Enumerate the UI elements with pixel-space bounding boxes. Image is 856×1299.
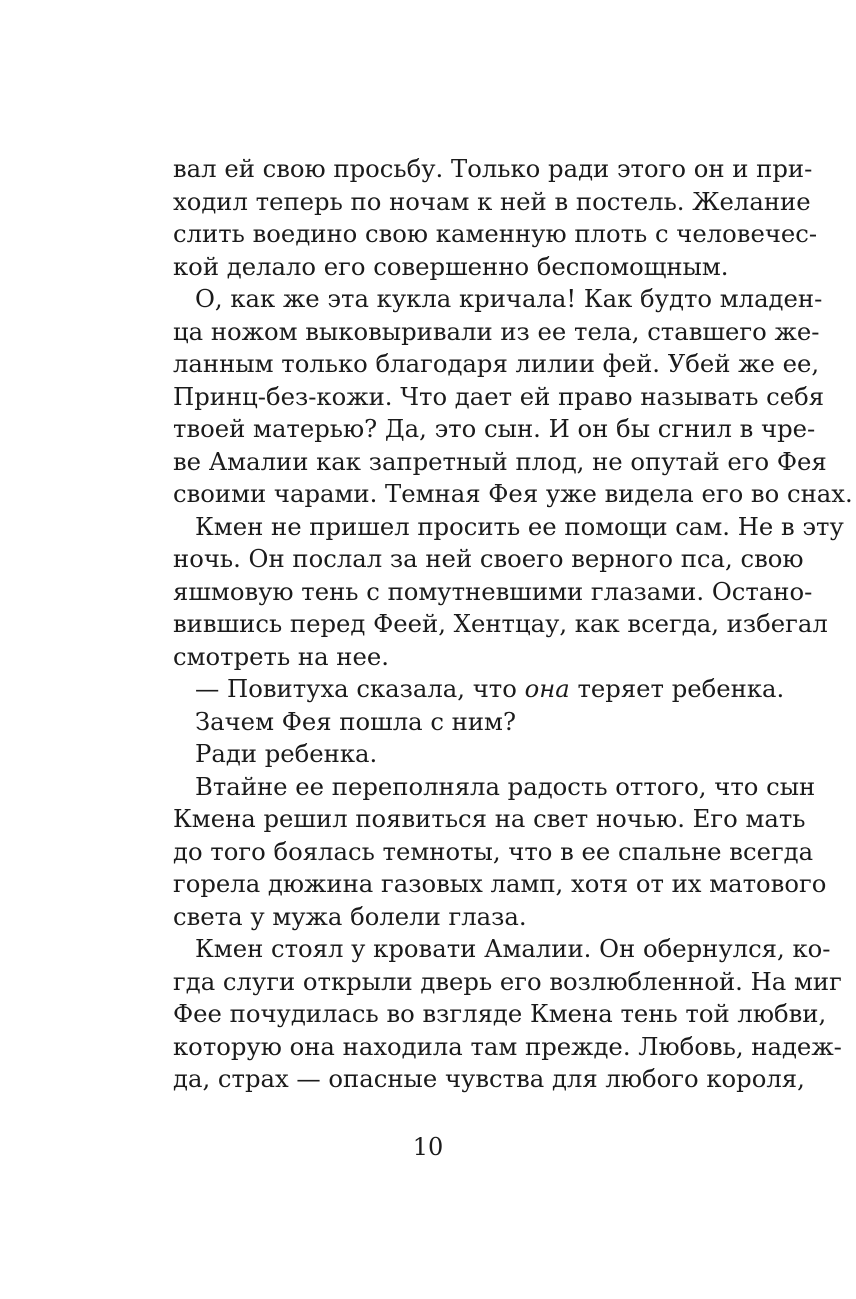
text-line: Кмен не пришел просить ее помощи сам. Не в эту [195, 511, 844, 541]
text-line: ца ножом выковыривали из ее тела, ставшего же- [173, 316, 820, 346]
text-line: вившись перед Феей, Хентцау, как всегда, избегал [173, 609, 828, 638]
page-number: 10 [412, 1133, 444, 1161]
text-line: гда слуги открыли дверь его возлюбленной. На миг [173, 966, 842, 996]
text-line: горела дюжина газовых ламп, хотя от их матового [173, 869, 827, 898]
text-line: Принц-без-кожи. Что дает ей право называть себя [173, 381, 825, 411]
dialogue-text-end: теряет ребенка. [569, 674, 785, 703]
dialogue-line [173, 673, 785, 706]
text-line: твоей матерью? Да, это сын. И он бы сгнил в чре- [173, 414, 816, 443]
text-line: света у мужа болели глаза. [173, 901, 527, 931]
text-line: ве Амалии как запретный плод, не опутай его Фея [173, 446, 827, 476]
text-line: слить воедино свою каменную плоть с человечес- [173, 219, 818, 248]
text-line: вал ей свою просьбу. Только ради этого он и при- [173, 154, 813, 183]
text-line: ходил теперь по ночам к ней в постель. Желание [173, 186, 811, 216]
text-line: Ради ребенка. [195, 739, 378, 768]
text-line: да, страх — опасные чувства для любого короля, [173, 1064, 805, 1093]
body-text [173, 153, 853, 1096]
text-line: О, как же эта кукла кричала! Как будто младен- [195, 284, 823, 313]
text-line: до того боялась темноты, что в ее спальне всегда [173, 836, 814, 866]
text-line: Кмена решил появиться на свет ночью. Его мать [173, 804, 806, 833]
text-line: яшмовую тень с помутневшими глазами. Остано- [173, 576, 813, 606]
text-line: Втайне ее переполняла радость оттого, что сын [195, 771, 816, 801]
text-line: кой делало его совершенно беспомощным. [173, 251, 729, 281]
dialogue-text-start: — Повитуха сказала, что [195, 674, 525, 703]
text-line: смотреть на нее. [173, 641, 389, 671]
text-line: Фее почудилась во взгляде Кмена тень той любви, [173, 999, 827, 1028]
dialogue-italic-word: она [524, 674, 570, 703]
text-line: ночь. Он послал за ней своего верного пса, свою [173, 544, 804, 573]
text-line: Кмен стоял у кровати Амалии. Он обернулся, ко- [195, 934, 831, 963]
text-line: ланным только благодаря лилии фей. Убей же ее, [173, 349, 820, 378]
text-line: своими чарами. Темная Фея уже видела его во снах. [173, 479, 853, 508]
text-line: которую она находила там прежде. Любовь, надеж- [173, 1031, 842, 1061]
text-line: Зачем Фея пошла с ним? [195, 706, 516, 736]
